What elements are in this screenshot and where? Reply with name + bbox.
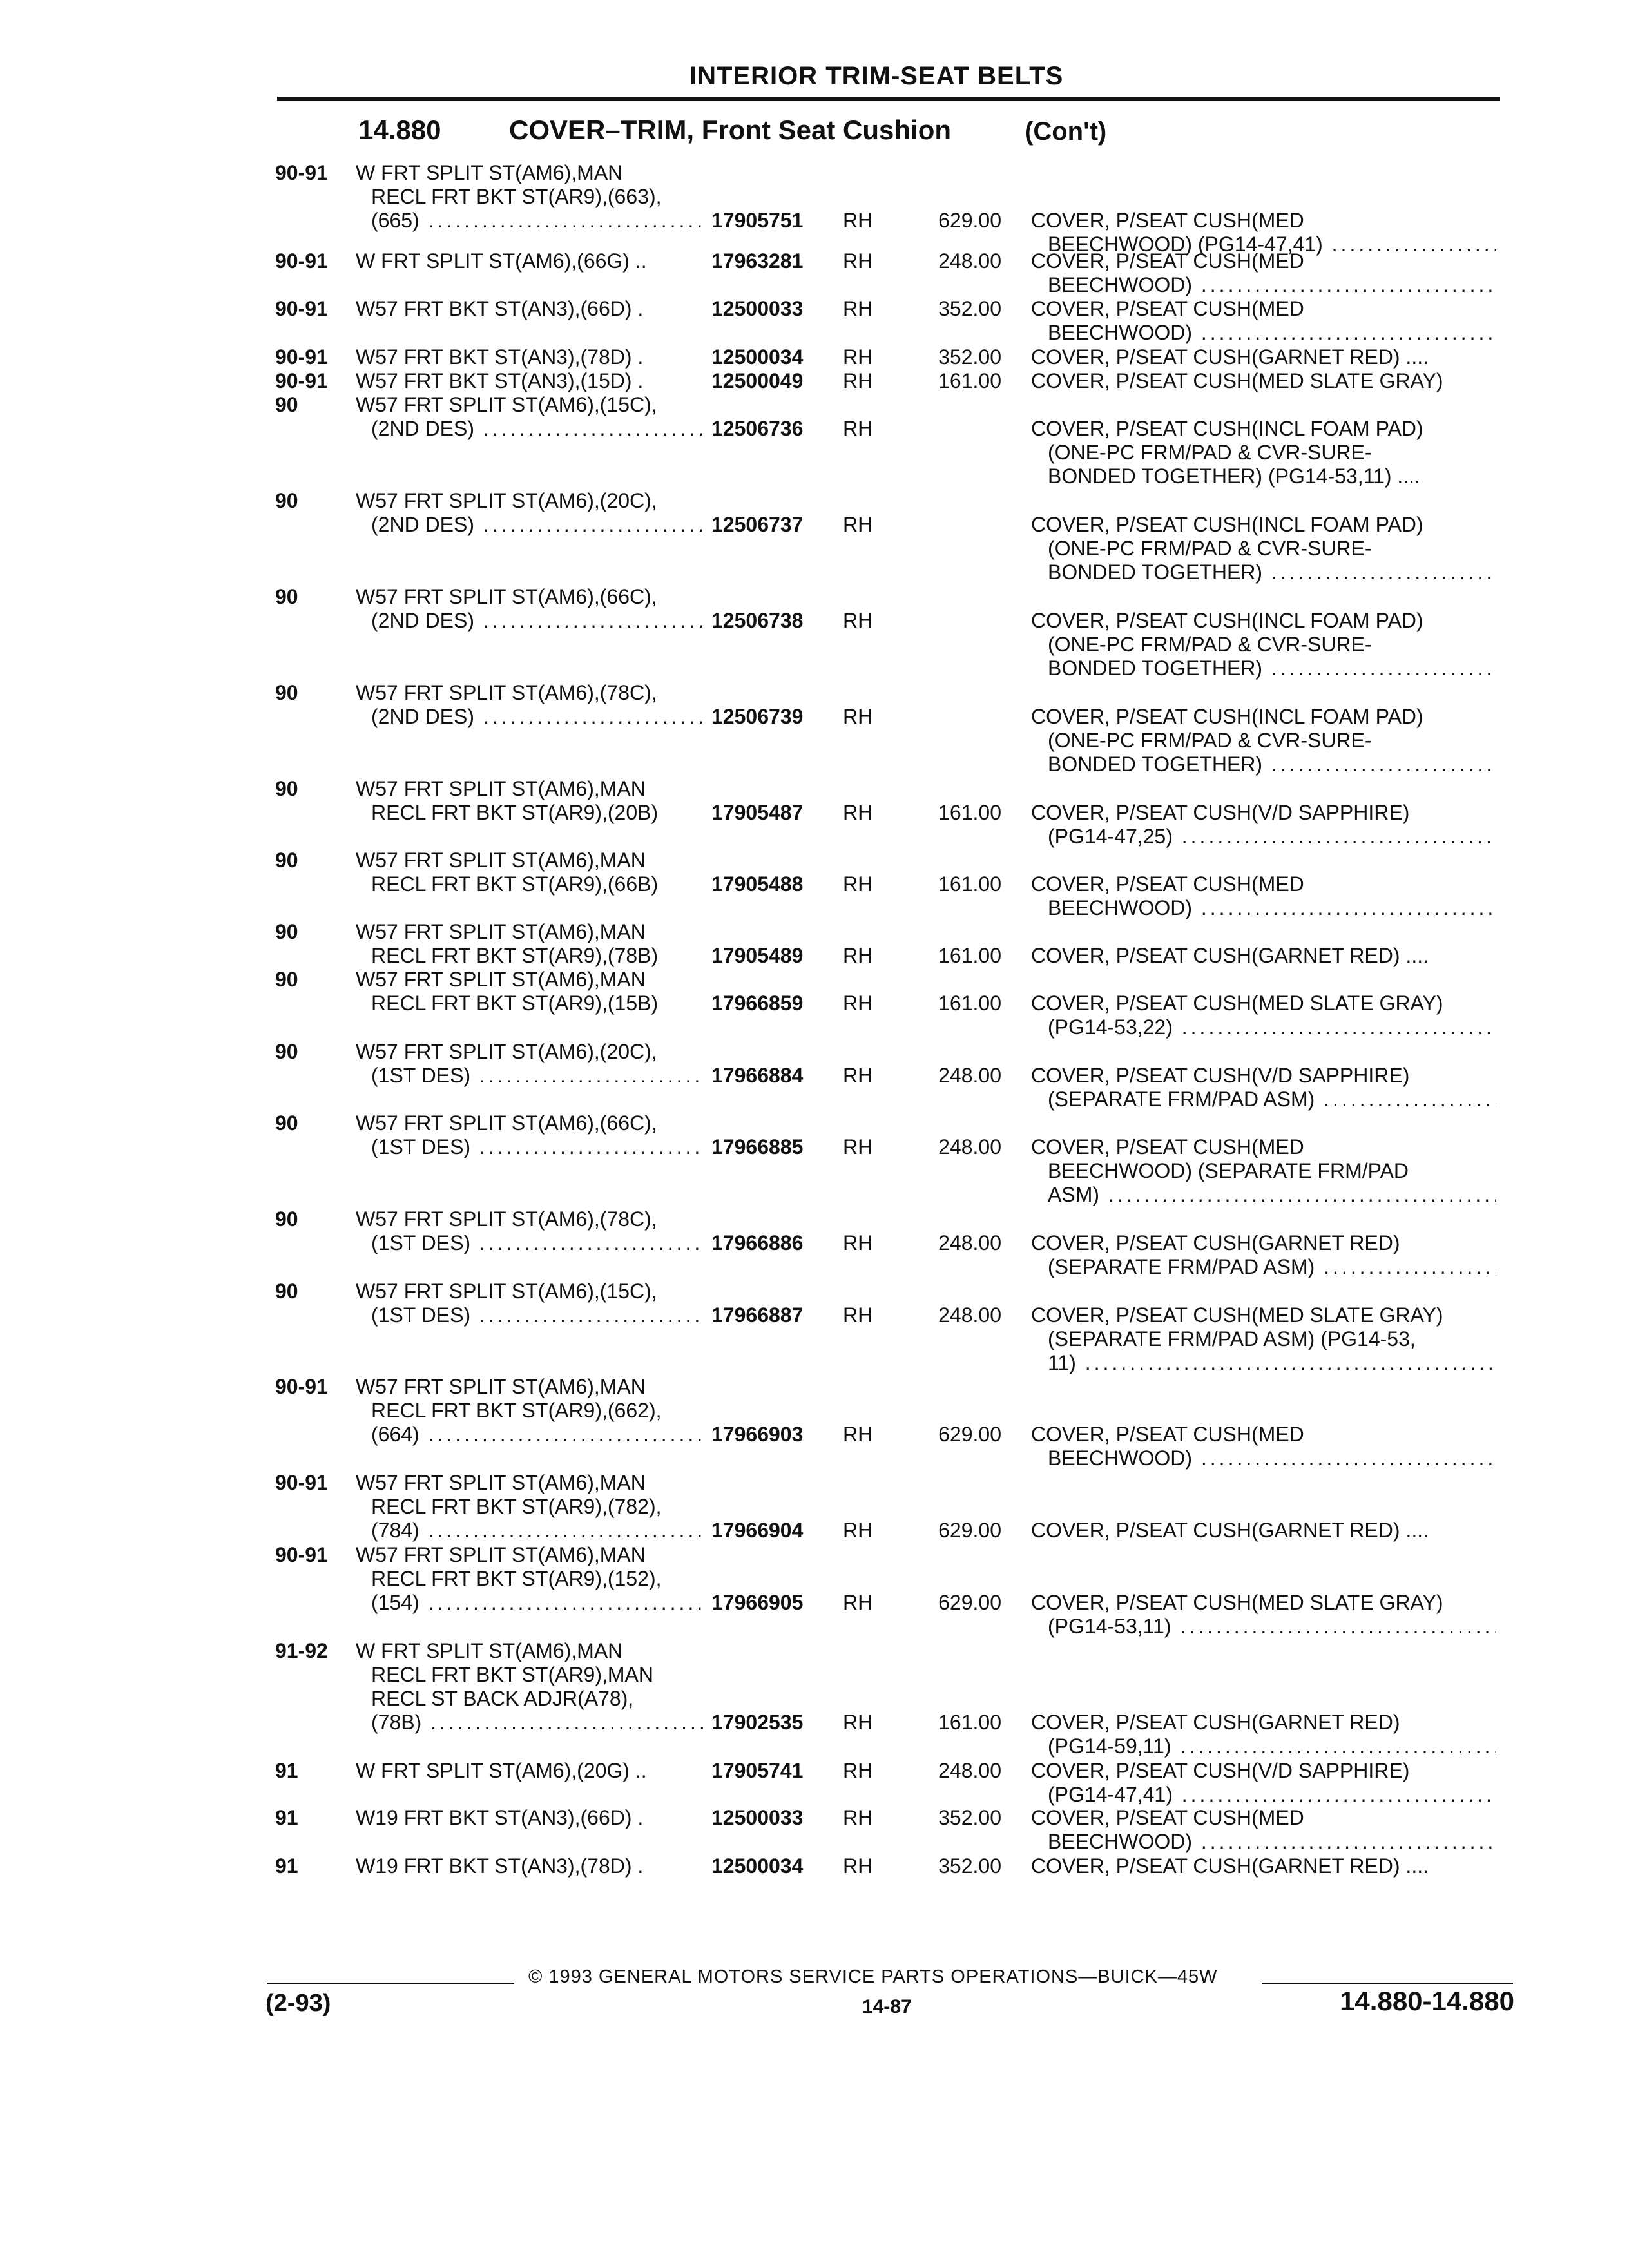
usage-description — [356, 968, 704, 1015]
usage-line: W57 FRT SPLIT ST(AM6),(78C), — [356, 681, 657, 704]
usage-description — [356, 777, 704, 825]
usage-line: RECL FRT BKT ST(AR9),(662), — [371, 1399, 662, 1422]
remark-line: BEECHWOOD) ..... — [1031, 896, 1496, 920]
usage-line: W FRT SPLIT ST(AM6),(20G) .. — [356, 1759, 647, 1782]
side-code: RH — [843, 369, 873, 392]
model-year: 90-91 — [275, 297, 328, 320]
remark-line: COVER, P/SEAT CUSH(GARNET RED) .... — [1031, 1854, 1429, 1878]
part-number: 17905751 — [711, 209, 804, 232]
model-year: 90 — [275, 968, 298, 991]
usage-line: RECL FRT BKT ST(AR9),(78B) — [371, 944, 659, 967]
part-number: 12506737 — [711, 513, 804, 536]
model-year: 90-91 — [275, 345, 328, 369]
usage-line: RECL FRT BKT ST(AR9),(782), — [371, 1495, 662, 1518]
remark-line: BEECHWOOD) ..... — [1031, 321, 1496, 345]
model-year: 90-91 — [275, 369, 328, 392]
remark-line: (PG14-53,22) ..... — [1031, 1015, 1496, 1039]
usage-description — [356, 297, 704, 321]
usage-line: W57 FRT SPLIT ST(AM6),(66C), — [356, 585, 657, 608]
part-number: 17966859 — [711, 992, 804, 1015]
usage-line: (1ST DES) ..... — [356, 1064, 704, 1088]
price: 352.00 — [938, 1806, 1001, 1829]
usage-line: (2ND DES) ..... — [356, 417, 704, 441]
usage-line: W57 FRT SPLIT ST(AM6),MAN — [356, 777, 646, 800]
part-number: 17966904 — [711, 1519, 804, 1542]
usage-line: W57 FRT SPLIT ST(AM6),(15C), — [356, 393, 657, 416]
part-number: 12506736 — [711, 417, 804, 440]
price: 161.00 — [938, 872, 1001, 896]
remark-line: (SEPARATE FRM/PAD ASM) ..... — [1031, 1088, 1496, 1111]
remark-line: BEECHWOOD) (PG14-47,41) ..... — [1031, 233, 1496, 256]
side-code: RH — [843, 1854, 873, 1878]
usage-line: W57 FRT SPLIT ST(AM6),MAN — [356, 968, 646, 991]
part-remarks — [1031, 297, 1496, 345]
side-code: RH — [843, 1759, 873, 1782]
usage-description — [356, 1639, 704, 1735]
price: 629.00 — [938, 1519, 1001, 1542]
remark-line: (PG14-53,11) ..... — [1031, 1615, 1496, 1639]
usage-description — [356, 1806, 704, 1830]
section-continued: (Con't) — [1025, 117, 1107, 146]
usage-line: W FRT SPLIT ST(AM6),MAN — [356, 1639, 623, 1662]
footer-date-code: (2-93) — [265, 1990, 331, 2017]
part-number: 12506739 — [711, 705, 804, 728]
part-remarks — [1031, 1231, 1496, 1279]
model-year: 90 — [275, 1280, 298, 1303]
side-code: RH — [843, 872, 873, 896]
remark-line: BEECHWOOD) ..... — [1031, 1446, 1496, 1470]
remark-line: (ONE-PC FRM/PAD & CVR-SURE- — [1048, 633, 1372, 656]
usage-line: W19 FRT BKT ST(AN3),(66D) . — [356, 1806, 644, 1829]
remark-line: (SEPARATE FRM/PAD ASM) (PG14-53, — [1048, 1327, 1416, 1350]
remark-line: COVER, P/SEAT CUSH(MED SLATE GRAY) — [1031, 1303, 1443, 1327]
remark-line: COVER, P/SEAT CUSH(MED — [1031, 1135, 1304, 1158]
part-remarks — [1031, 1423, 1496, 1470]
usage-description — [356, 249, 704, 273]
usage-line: (2ND DES) ..... — [356, 705, 704, 729]
header-rule — [277, 97, 1500, 101]
part-remarks — [1031, 872, 1496, 920]
part-number: 12506738 — [711, 609, 804, 632]
remark-line: COVER, P/SEAT CUSH(MED SLATE GRAY) — [1031, 369, 1443, 392]
usage-description — [356, 585, 704, 633]
remark-line: 11) ..... — [1031, 1351, 1496, 1375]
model-year: 90-91 — [275, 1543, 328, 1566]
side-code: RH — [843, 1423, 873, 1446]
price: 248.00 — [938, 1135, 1001, 1158]
price: 161.00 — [938, 1711, 1001, 1734]
side-code: RH — [843, 944, 873, 967]
usage-description — [356, 1207, 704, 1255]
part-remarks — [1031, 705, 1496, 776]
price: 161.00 — [938, 801, 1001, 824]
usage-line: W57 FRT SPLIT ST(AM6),MAN — [356, 920, 646, 943]
part-number: 17966884 — [711, 1064, 804, 1087]
remark-line: COVER, P/SEAT CUSH(V/D SAPPHIRE) — [1031, 1064, 1410, 1087]
usage-description — [356, 1471, 704, 1542]
usage-line: (2ND DES) ..... — [356, 513, 704, 537]
side-code: RH — [843, 417, 873, 440]
remark-line: COVER, P/SEAT CUSH(V/D SAPPHIRE) — [1031, 801, 1410, 824]
price: 161.00 — [938, 369, 1001, 392]
model-year: 90 — [275, 489, 298, 512]
usage-line: W57 FRT SPLIT ST(AM6),(20C), — [356, 489, 657, 512]
usage-line: RECL FRT BKT ST(AR9),(663), — [371, 185, 662, 208]
price: 248.00 — [938, 1231, 1001, 1254]
model-year: 90 — [275, 585, 298, 608]
usage-line: (154) ..... — [356, 1591, 704, 1615]
usage-description — [356, 1111, 704, 1159]
remark-line: BEECHWOOD) (SEPARATE FRM/PAD — [1048, 1159, 1409, 1182]
price: 248.00 — [938, 1064, 1001, 1087]
usage-line: (1ST DES) ..... — [356, 1303, 704, 1327]
remark-line: BONDED TOGETHER) (PG14-53,11) .... — [1048, 465, 1420, 488]
footer-section-range: 14.880-14.880 — [1340, 1986, 1514, 2016]
model-year: 91 — [275, 1806, 298, 1829]
usage-description — [356, 1759, 704, 1783]
remark-line: ASM) ..... — [1031, 1183, 1496, 1207]
remark-line: BONDED TOGETHER) ..... — [1031, 657, 1496, 680]
price: 248.00 — [938, 249, 1001, 273]
usage-line: W57 FRT SPLIT ST(AM6),(15C), — [356, 1280, 657, 1303]
usage-line: RECL FRT BKT ST(AR9),(152), — [371, 1567, 662, 1590]
usage-line: (2ND DES) ..... — [356, 609, 704, 633]
part-remarks — [1031, 369, 1496, 393]
side-code: RH — [843, 1591, 873, 1614]
remark-line: COVER, P/SEAT CUSH(GARNET RED) .... — [1031, 944, 1429, 967]
model-year: 91 — [275, 1854, 298, 1878]
usage-line: W57 FRT SPLIT ST(AM6),(78C), — [356, 1207, 657, 1231]
side-code: RH — [843, 1135, 873, 1158]
usage-line: (664) ..... — [356, 1423, 704, 1446]
model-year: 90-91 — [275, 161, 328, 184]
side-code: RH — [843, 1064, 873, 1087]
remark-line: (PG14-59,11) ..... — [1031, 1735, 1496, 1758]
usage-description — [356, 161, 704, 233]
footer-copyright: © 1993 GENERAL MOTORS SERVICE PARTS OPERATIONS—BUICK—45W — [528, 1966, 1218, 1987]
remark-line: COVER, P/SEAT CUSH(GARNET RED) .... — [1031, 1519, 1429, 1542]
usage-line: (1ST DES) ..... — [356, 1231, 704, 1255]
usage-description — [356, 345, 704, 369]
side-code: RH — [843, 705, 873, 728]
remark-line: COVER, P/SEAT CUSH(GARNET RED) — [1031, 1711, 1400, 1734]
part-remarks — [1031, 1854, 1496, 1878]
remark-line: (PG14-47,25) ..... — [1031, 825, 1496, 849]
usage-line: (784) ..... — [356, 1519, 704, 1542]
remark-line: BONDED TOGETHER) ..... — [1031, 753, 1496, 776]
model-year: 90 — [275, 849, 298, 872]
model-year: 90 — [275, 1207, 298, 1231]
remark-line: COVER, P/SEAT CUSH(MED — [1031, 1423, 1304, 1446]
part-number: 12500034 — [711, 1854, 804, 1878]
remark-line: (ONE-PC FRM/PAD & CVR-SURE- — [1048, 537, 1372, 560]
side-code: RH — [843, 297, 873, 320]
side-code: RH — [843, 1711, 873, 1734]
usage-line: RECL FRT BKT ST(AR9),MAN — [371, 1663, 653, 1686]
part-number: 17966905 — [711, 1591, 804, 1614]
part-remarks — [1031, 417, 1496, 488]
remark-line: COVER, P/SEAT CUSH(MED — [1031, 872, 1304, 896]
usage-line: W57 FRT SPLIT ST(AM6),(20C), — [356, 1040, 657, 1063]
price: 352.00 — [938, 345, 1001, 369]
side-code: RH — [843, 249, 873, 273]
footer-page-number: 14-87 — [862, 1996, 912, 2017]
model-year: 90-91 — [275, 1471, 328, 1494]
price: 161.00 — [938, 944, 1001, 967]
footer-rule-right — [1262, 1983, 1513, 1984]
usage-line: (665) ..... — [356, 209, 704, 233]
model-year: 90 — [275, 920, 298, 943]
part-number: 17902535 — [711, 1711, 804, 1734]
side-code: RH — [843, 1806, 873, 1829]
remark-line: BEECHWOOD) ..... — [1031, 1830, 1496, 1854]
usage-description — [356, 849, 704, 896]
part-number: 12500049 — [711, 369, 804, 392]
part-number: 17966886 — [711, 1231, 804, 1254]
side-code: RH — [843, 345, 873, 369]
usage-line: W57 FRT BKT ST(AN3),(78D) . — [356, 345, 644, 369]
section-number: 14.880 — [358, 115, 441, 145]
price: 248.00 — [938, 1759, 1001, 1782]
remark-line: (ONE-PC FRM/PAD & CVR-SURE- — [1048, 441, 1372, 464]
part-number: 17963281 — [711, 249, 804, 273]
usage-description — [356, 1543, 704, 1615]
model-year: 90 — [275, 1040, 298, 1063]
remark-line: (ONE-PC FRM/PAD & CVR-SURE- — [1048, 729, 1372, 752]
part-number: 17905741 — [711, 1759, 804, 1782]
part-number: 17905487 — [711, 801, 804, 824]
model-year: 90 — [275, 393, 298, 416]
usage-line: W57 FRT BKT ST(AN3),(15D) . — [356, 369, 644, 392]
usage-description — [356, 369, 704, 393]
model-year: 90 — [275, 777, 298, 800]
part-remarks — [1031, 1591, 1496, 1639]
part-remarks — [1031, 992, 1496, 1039]
remark-line: COVER, P/SEAT CUSH(INCL FOAM PAD) — [1031, 513, 1423, 536]
side-code: RH — [843, 513, 873, 536]
part-number: 17905488 — [711, 872, 804, 896]
remark-line: COVER, P/SEAT CUSH(MED — [1031, 1806, 1304, 1829]
part-number: 12500033 — [711, 1806, 804, 1829]
remark-line: BEECHWOOD) ..... — [1031, 273, 1496, 297]
price: 629.00 — [938, 1591, 1001, 1614]
part-remarks — [1031, 1711, 1496, 1758]
part-number: 12500034 — [711, 345, 804, 369]
model-year: 90 — [275, 681, 298, 704]
part-remarks — [1031, 1064, 1496, 1111]
part-remarks — [1031, 801, 1496, 849]
remark-line: COVER, P/SEAT CUSH(V/D SAPPHIRE) — [1031, 1759, 1410, 1782]
part-number: 17966887 — [711, 1303, 804, 1327]
part-remarks — [1031, 1759, 1496, 1807]
model-year: 90-91 — [275, 249, 328, 273]
usage-line: W57 FRT BKT ST(AN3),(66D) . — [356, 297, 644, 320]
usage-line: (78B) ..... — [356, 1711, 704, 1735]
usage-line: W57 FRT SPLIT ST(AM6),MAN — [356, 1375, 646, 1398]
part-number: 17905489 — [711, 944, 804, 967]
part-number: 17966903 — [711, 1423, 804, 1446]
model-year: 90 — [275, 1111, 298, 1135]
part-number: 17966885 — [711, 1135, 804, 1158]
part-remarks — [1031, 1806, 1496, 1854]
remark-line: COVER, P/SEAT CUSH(GARNET RED) — [1031, 1231, 1400, 1254]
usage-description — [356, 1280, 704, 1327]
side-code: RH — [843, 992, 873, 1015]
remark-line: BONDED TOGETHER) ..... — [1031, 561, 1496, 584]
usage-line: W57 FRT SPLIT ST(AM6),MAN — [356, 1543, 646, 1566]
remark-line: COVER, P/SEAT CUSH(MED — [1031, 209, 1304, 232]
price: 248.00 — [938, 1303, 1001, 1327]
part-remarks — [1031, 345, 1496, 369]
usage-line: RECL FRT BKT ST(AR9),(20B) — [371, 801, 659, 824]
side-code: RH — [843, 801, 873, 824]
section-title: COVER–TRIM, Front Seat Cushion — [509, 115, 952, 145]
part-remarks — [1031, 513, 1496, 584]
price: 352.00 — [938, 297, 1001, 320]
part-remarks — [1031, 609, 1496, 680]
side-code: RH — [843, 1303, 873, 1327]
usage-description — [356, 681, 704, 729]
usage-description — [356, 1375, 704, 1446]
usage-description — [356, 1040, 704, 1088]
usage-line: W FRT SPLIT ST(AM6),(66G) .. — [356, 249, 647, 273]
remark-line: COVER, P/SEAT CUSH(MED SLATE GRAY) — [1031, 992, 1443, 1015]
remark-line: COVER, P/SEAT CUSH(GARNET RED) .... — [1031, 345, 1429, 369]
side-code: RH — [843, 209, 873, 232]
side-code: RH — [843, 1231, 873, 1254]
usage-line: W19 FRT BKT ST(AN3),(78D) . — [356, 1854, 644, 1878]
remark-line: COVER, P/SEAT CUSH(INCL FOAM PAD) — [1031, 609, 1423, 632]
model-year: 91-92 — [275, 1639, 328, 1662]
remark-line: (SEPARATE FRM/PAD ASM) ..... — [1031, 1255, 1496, 1279]
usage-line: W57 FRT SPLIT ST(AM6),MAN — [356, 1471, 646, 1494]
part-number: 12500033 — [711, 297, 804, 320]
part-remarks — [1031, 1303, 1496, 1375]
model-year: 91 — [275, 1759, 298, 1782]
side-code: RH — [843, 1519, 873, 1542]
usage-line: W FRT SPLIT ST(AM6),MAN — [356, 161, 623, 184]
remark-line: COVER, P/SEAT CUSH(MED — [1031, 297, 1304, 320]
part-remarks — [1031, 944, 1496, 968]
usage-line: RECL FRT BKT ST(AR9),(15B) — [371, 992, 659, 1015]
part-remarks — [1031, 1135, 1496, 1207]
price: 629.00 — [938, 209, 1001, 232]
remark-line: COVER, P/SEAT CUSH(MED SLATE GRAY) — [1031, 1591, 1443, 1614]
page-header-title: INTERIOR TRIM-SEAT BELTS — [689, 62, 1064, 90]
remark-line: COVER, P/SEAT CUSH(INCL FOAM PAD) — [1031, 417, 1423, 440]
part-remarks — [1031, 249, 1496, 297]
model-year: 90-91 — [275, 1375, 328, 1398]
usage-line: (1ST DES) ..... — [356, 1135, 704, 1159]
usage-line: W57 FRT SPLIT ST(AM6),MAN — [356, 849, 646, 872]
part-remarks — [1031, 1519, 1496, 1542]
remark-line: COVER, P/SEAT CUSH(MED — [1031, 249, 1304, 273]
usage-description — [356, 489, 704, 537]
price: 161.00 — [938, 992, 1001, 1015]
usage-line: RECL ST BACK ADJR(A78), — [371, 1687, 634, 1710]
price: 352.00 — [938, 1854, 1001, 1878]
usage-description — [356, 1854, 704, 1878]
side-code: RH — [843, 609, 873, 632]
usage-description — [356, 393, 704, 441]
remark-line: (PG14-47,41) ..... — [1031, 1783, 1496, 1807]
usage-line: RECL FRT BKT ST(AR9),(66B) — [371, 872, 659, 896]
remark-line: COVER, P/SEAT CUSH(INCL FOAM PAD) — [1031, 705, 1423, 728]
footer-rule-left — [267, 1983, 514, 1984]
price: 629.00 — [938, 1423, 1001, 1446]
usage-line: W57 FRT SPLIT ST(AM6),(66C), — [356, 1111, 657, 1135]
usage-description — [356, 920, 704, 968]
